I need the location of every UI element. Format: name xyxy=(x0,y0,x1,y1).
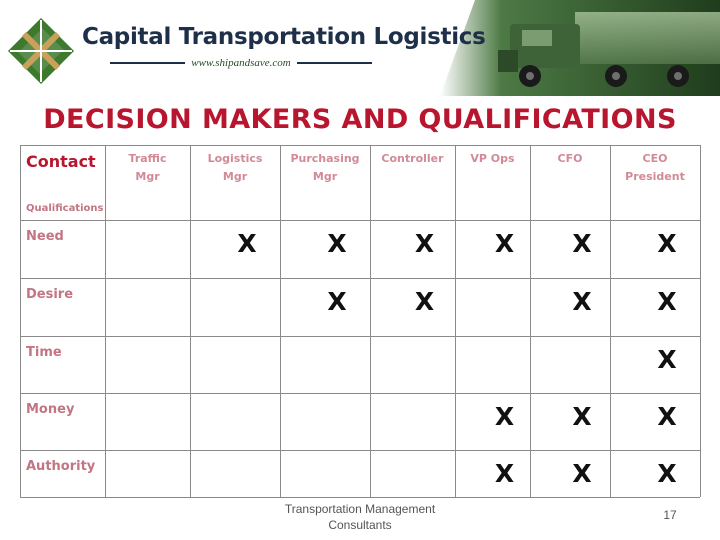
table-vline xyxy=(370,145,371,497)
check-mark: X xyxy=(657,459,677,488)
row-label: Desire xyxy=(26,287,74,302)
row-label: Need xyxy=(26,229,64,244)
table-hline xyxy=(20,336,700,337)
check-mark: X xyxy=(494,402,515,431)
website-row xyxy=(110,56,372,70)
page-number: 17 xyxy=(663,508,677,522)
table-hline xyxy=(20,497,700,498)
column-header: Purchasing Mgr xyxy=(290,152,360,183)
check-mark: X xyxy=(572,287,592,316)
footer-text: Transportation Management Consultants xyxy=(284,502,436,532)
check-mark: X xyxy=(572,229,592,258)
table-vline xyxy=(530,145,531,497)
company-name: Capital Transportation Logistics xyxy=(82,24,486,50)
table-hline xyxy=(20,220,700,221)
column-header: CEO President xyxy=(625,152,685,183)
check-mark: X xyxy=(572,459,592,488)
column-header: Logistics Mgr xyxy=(207,152,263,183)
header-banner xyxy=(0,0,720,98)
website-link[interactable]: www.shipandsave.com xyxy=(191,57,291,69)
column-header: Controller xyxy=(381,152,444,165)
check-mark: X xyxy=(414,229,435,258)
divider xyxy=(110,62,185,64)
check-mark: X xyxy=(657,229,677,258)
table-vline xyxy=(190,145,191,497)
column-header: Traffic Mgr xyxy=(128,152,167,183)
contact-label: Contact xyxy=(26,152,96,171)
check-mark: X xyxy=(657,287,677,316)
row-label: Authority xyxy=(26,459,96,474)
row-label: Time xyxy=(26,345,62,360)
table-vline xyxy=(280,145,281,497)
table-hline xyxy=(20,145,700,146)
table-vline xyxy=(610,145,611,497)
slide-title: DECISION MAKERS AND QUALIFICATIONS xyxy=(43,104,677,135)
check-mark: X xyxy=(327,287,347,316)
table-hline xyxy=(20,450,700,451)
check-mark: X xyxy=(414,287,435,316)
check-mark: X xyxy=(572,402,592,431)
check-mark: X xyxy=(657,402,677,431)
check-mark: X xyxy=(237,229,257,258)
logo-icon xyxy=(6,16,76,86)
column-header: CFO xyxy=(557,152,583,165)
table-vline xyxy=(105,145,106,497)
table-vline xyxy=(700,145,701,497)
qualifications-label: Qualifications xyxy=(26,203,104,214)
check-mark: X xyxy=(327,229,347,258)
table-vline xyxy=(455,145,456,497)
check-mark: X xyxy=(657,345,677,374)
divider xyxy=(297,62,372,64)
check-mark: X xyxy=(494,459,515,488)
table-vline xyxy=(20,145,21,497)
row-label: Money xyxy=(26,402,75,417)
table-hline xyxy=(20,278,700,279)
table-hline xyxy=(20,393,700,394)
check-mark: X xyxy=(494,229,515,258)
column-header: VP Ops xyxy=(470,152,515,165)
